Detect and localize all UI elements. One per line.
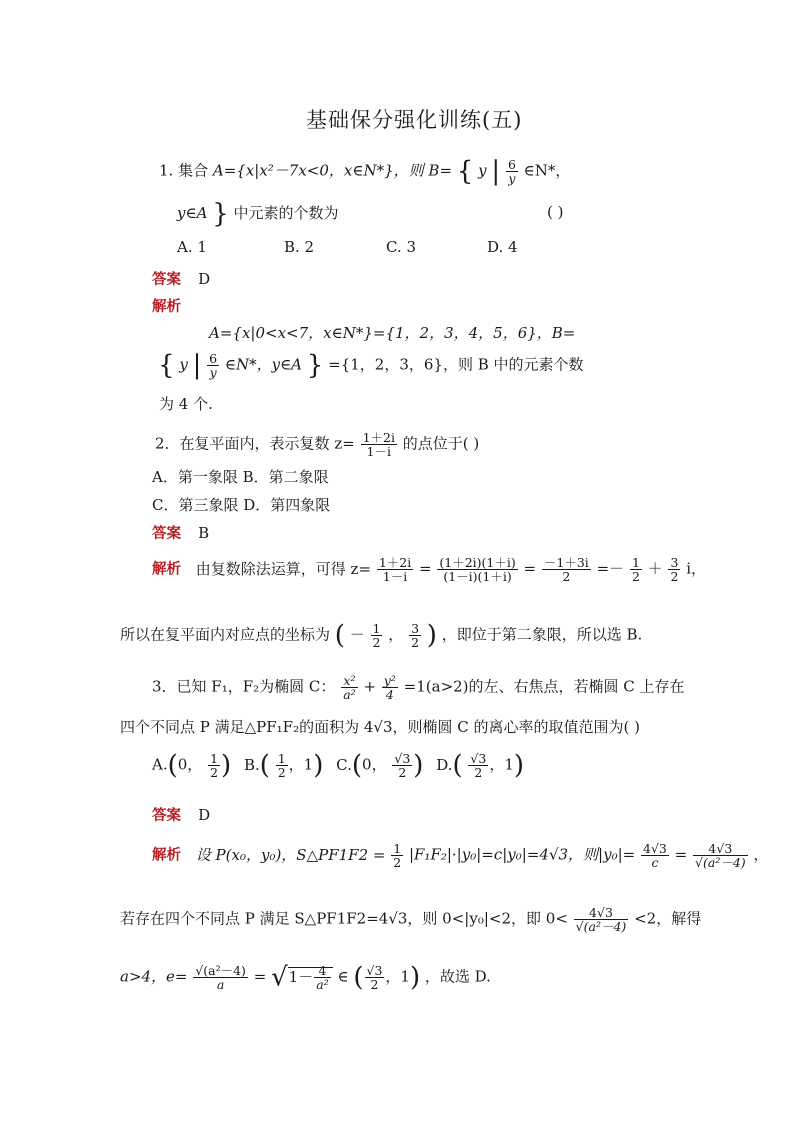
right-brace-icon: } <box>306 350 324 381</box>
question-2-fraction: $\frac{1+2i}{1-i}$ <box>362 430 395 460</box>
question-1-set-b-var: y <box>478 161 487 180</box>
analysis-3-line-2: 若存在四个不同点 P 满足 S△PF1F2=4√3，则 0<|y₀|<2，即 0< $\frac{4√3}{\text{√(a²－4)}}$ <2，解得 <box>120 905 702 935</box>
analysis-1-fraction: $\frac{6}{y}$ <box>209 351 218 381</box>
answer-label: 答案 <box>152 525 181 542</box>
question-1-option-a: A. 1 <box>177 238 207 256</box>
left-brace-icon: { <box>158 350 175 381</box>
analysis-2-line-2: 所以在复平面内对应点的坐标为 ( － $\frac{1}{2}$ ， $\frac{3}{2}$ ) ，即位于第二象限，所以选 B. <box>120 620 643 651</box>
question-3-options: A.(0， $\frac{1}{2}$ ) B.( $\frac{1}{2}$ ，1) C.(0， $\frac{√3}{2}$ ) D.( $\frac{√3}{2}$ ，1) <box>152 750 525 781</box>
page-title: 基础保分强化训练(五) <box>306 108 523 132</box>
analysis-2-line-1: 解析 由复数除法运算，可得 z= $\frac{1+2i}{1-i}$ = $\frac{(1+2i)(1+i)}{(1-i)(1+i)}$ = $\frac{-1+3i}{2}$ =－ $\frac{1}{2}$ ＋ $\frac{3}{2}$ i， <box>152 555 707 585</box>
question-1-fraction: $\frac{6}{y}$ <box>507 157 516 187</box>
question-1-line-2: y∈A } 中元素的个数为 <box>177 199 339 229</box>
answer-label: 答案 <box>152 807 181 824</box>
answer-1-value: D <box>198 270 211 288</box>
answer-3-value: D <box>198 806 211 824</box>
analysis-3-line-3: a>4，e= $\frac{\text{√(a²－4)}}{a}$ = √1－ $\frac{4}{\text{a²}}$ ∈ ( $\frac{√3}{2}$ ，1) ，故选 D. <box>120 962 491 993</box>
bar-icon: | <box>192 350 202 381</box>
question-2-options-row-2: C．第三象限 D．第四象限 <box>152 496 331 514</box>
analysis-1-line-2: { y | $\frac{6}{y}$ ∈N*，y∈A } ={1，2，3，6}，则 B 中的元素个数 <box>158 350 584 381</box>
left-brace-icon: { <box>456 156 474 187</box>
question-1-answer-paren: ( ) <box>547 203 564 221</box>
question-1-set-b-tail: ∈N*， <box>523 161 571 180</box>
question-2-stem: 2．在复平面内，表示复数 z= $\frac{1+2i}{1-i}$ 的点位于( ) <box>155 430 480 460</box>
question-1-stem-a: 集合 <box>178 161 213 180</box>
question-1-set-a: A={x|x²－7x<0，x∈N*}，则 B= <box>212 161 453 180</box>
analysis-1-line-3: 为 4 个. <box>159 395 213 413</box>
question-3-line-1: 3．已知 F₁，F₂为椭圆 C： $\frac{\text{x²}}{\text{a²}}$ + $\frac{\text{y²}}{4}$ =1(a>2)的左、右焦点，若椭圆 C 上存在 <box>152 673 685 703</box>
analysis-label: 解析 <box>152 560 181 578</box>
analysis-label: 解析 <box>152 846 181 864</box>
answer-1 <box>152 268 210 289</box>
right-paren-icon: ) <box>426 620 437 651</box>
question-3-line-2: 四个不同点 P 满足△PF₁F₂的面积为 4√3，则椭圆 C 的离心率的取值范围为( ) <box>120 718 641 736</box>
left-paren-icon: ( <box>334 620 345 651</box>
question-1-option-d: D. 4 <box>487 238 518 256</box>
answer-3 <box>152 804 210 825</box>
bar-icon: | <box>491 156 501 187</box>
right-brace-icon: } <box>212 199 229 229</box>
sqrt-icon: √ <box>271 962 288 993</box>
analysis-label: 解析 <box>152 298 181 315</box>
analysis-3-line-1: 解析 设 P(x₀，y₀)，S△PF1F2 = $\frac{1}{2}$ |F₁F₂|·|y₀|=c|y₀|=4√3，则|y₀|= $\frac{4√3}{c}$ = $\frac{4√3}{\text{√(a²－4)}}$ ， <box>152 841 769 871</box>
question-2-options-row-1: A．第一象限 B．第二象限 <box>152 468 329 486</box>
answer-2 <box>152 522 209 543</box>
question-1-option-b: B. 2 <box>284 238 315 256</box>
answer-label: 答案 <box>152 271 181 288</box>
answer-2-value: B <box>198 524 210 542</box>
question-1-number: 1. <box>159 161 174 180</box>
question-1-line-1 <box>159 158 570 185</box>
analysis-1-line-1: A={x|0<x<7，x∈N*}={1，2，3，4，5，6}，B= <box>209 324 576 342</box>
question-1-option-c: C. 3 <box>386 238 417 256</box>
